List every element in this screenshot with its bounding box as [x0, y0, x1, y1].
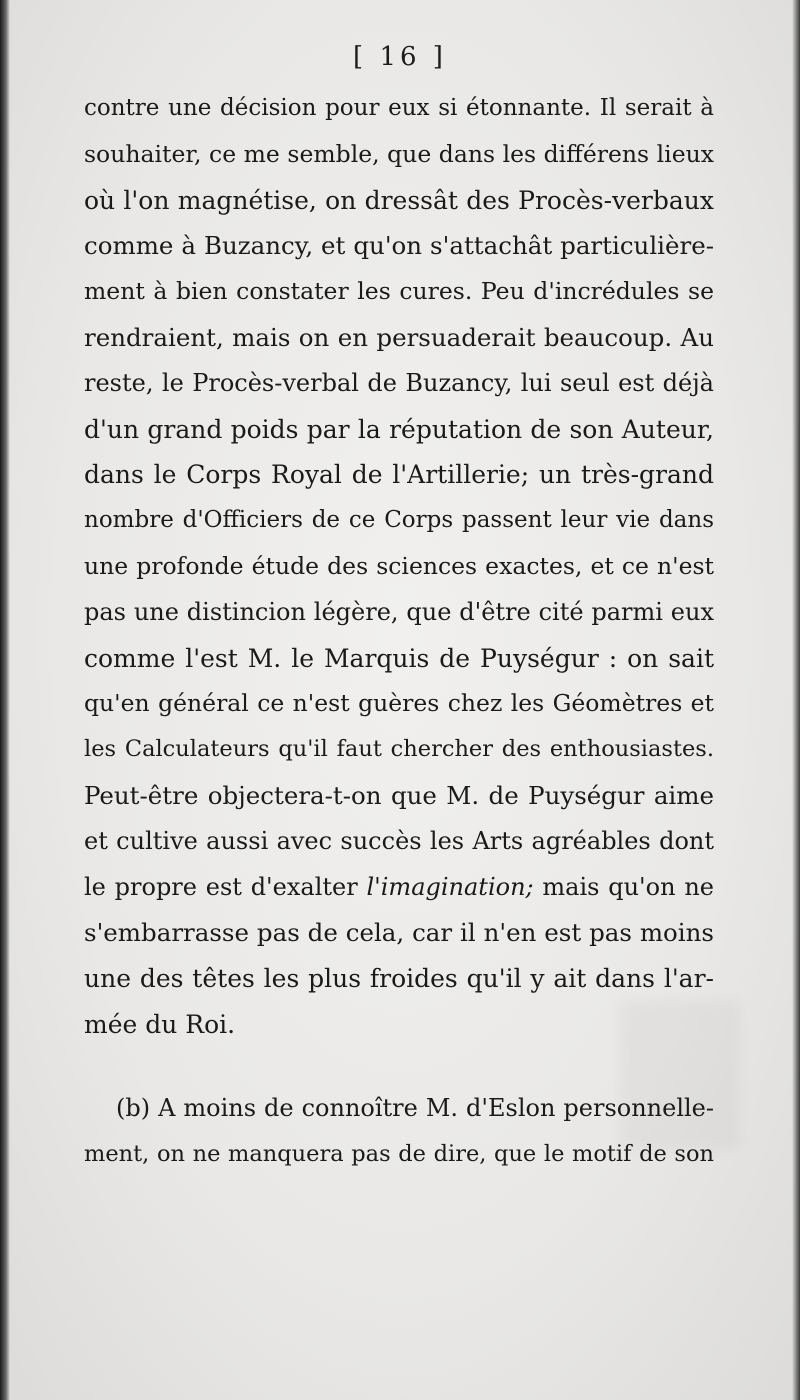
text-line: pas une distincion légère, que d'être cité parmi eux	[84, 597, 714, 626]
text-line: ment à bien constater les cures. Peu d'incrédules se	[84, 277, 714, 306]
text-line: et cultive aussi avec succès les Arts agréables dont	[84, 826, 714, 855]
text-run: mais qu'on ne	[533, 872, 714, 901]
text-run: le propre est d'exalter	[84, 872, 367, 901]
text-line: contre une décision pour eux si étonnante. Il serait à	[84, 95, 714, 121]
text-line: s'embarrasse pas de cela, car il n'en est pas moins	[84, 918, 714, 948]
text-line: une des têtes les plus froides qu'il y ait dans l'ar-	[84, 964, 714, 994]
text-line: une profonde étude des sciences exactes, et ce n'est	[84, 551, 714, 580]
text-line: qu'en général ce n'est guères chez les Géomètres et	[84, 689, 714, 718]
text-line-with-italic	[84, 865, 714, 911]
text-line: Peut-être objectera-t-on que M. de Puységur aime	[84, 780, 714, 810]
text-line: d'un grand poids par la réputation de son Auteur,	[84, 414, 714, 444]
text-line: les Calculateurs qu'il faut chercher des enthousiastes.	[84, 736, 714, 763]
page-left-edge-shadow	[0, 0, 10, 1400]
main-text	[84, 86, 714, 1048]
text-line: reste, le Procès-verbal de Buzancy, lui seul est déjà	[84, 368, 714, 397]
footnote	[84, 1086, 714, 1178]
footnote-line: ment, on ne manquera pas de dire, que le motif de son	[84, 1140, 714, 1167]
page-right-edge-shadow	[792, 0, 800, 1400]
text-line: où l'on magnétise, on dressât des Procès-verbaux	[84, 185, 714, 215]
text-line: nombre d'Officiers de ce Corps passent leur vie dans	[84, 507, 714, 534]
text-line: souhaiter, ce me semble, que dans les différens lieux	[84, 139, 714, 168]
text-line: comme l'est M. le Marquis de Puységur : on sait	[84, 643, 714, 673]
footnote-line: (b) A moins de connoître M. d'Eslon personnelle-	[116, 1094, 714, 1122]
italic-text-run: l'imagination;	[366, 872, 534, 901]
text-line: dans le Corps Royal de l'Artillerie; un très-grand	[84, 460, 714, 490]
text-line: comme à Buzancy, et qu'on s'attachât particulière-	[84, 231, 714, 261]
page-number: [ 16 ]	[353, 42, 447, 72]
text-line: mée du Roi.	[84, 1009, 236, 1039]
text-line: rendraient, mais on en persuaderait beaucoup. Au	[84, 322, 714, 352]
